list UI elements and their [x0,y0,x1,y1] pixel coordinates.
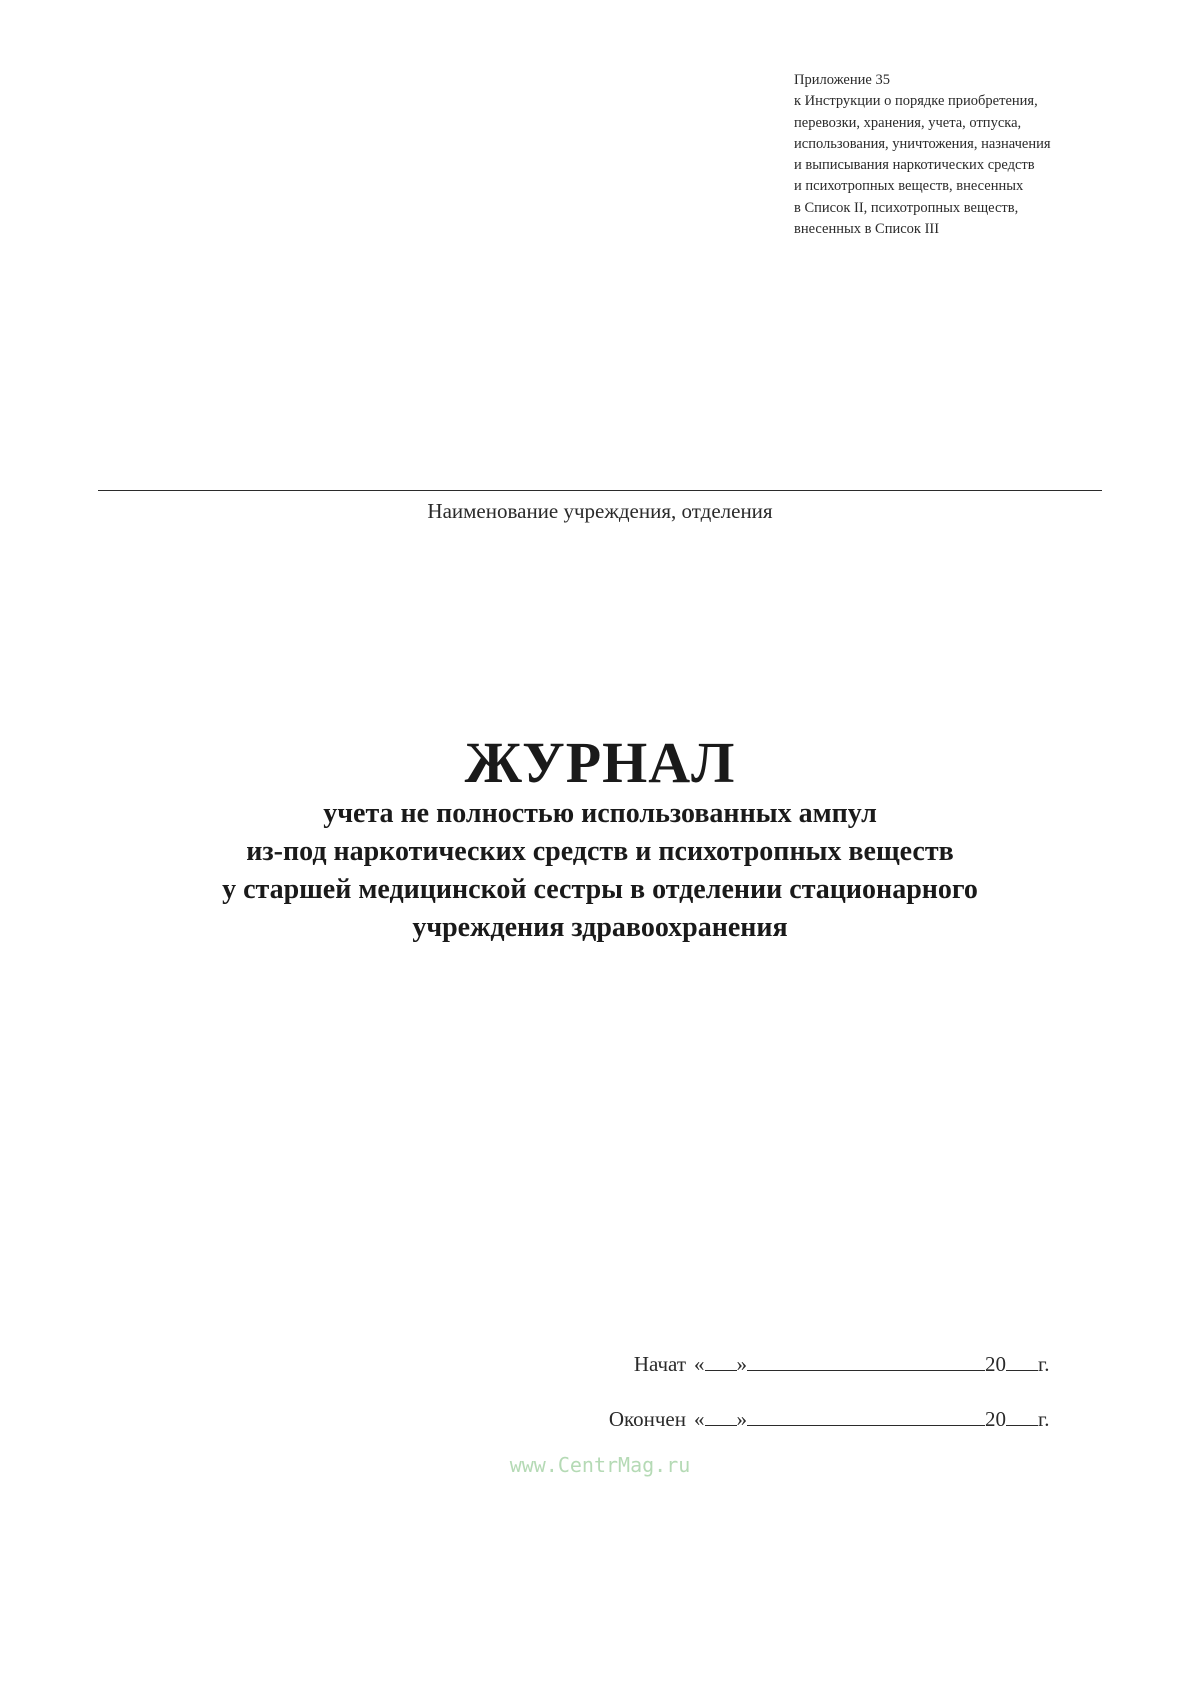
journal-subtitle [0,795,1200,947]
started-label: Начат [633,1352,686,1376]
started-day-blank[interactable] [705,1350,737,1371]
site-watermark: www.CentrMag.ru [509,1453,691,1477]
started-year-blank[interactable] [1006,1350,1038,1371]
ended-date-row [590,1405,1090,1432]
appendix-line: и выписывания наркотических средств [794,157,1035,174]
subtitle-line: у старшей медицинской сестры в отделении стационарного [222,874,978,905]
ended-label: Окончен [608,1407,686,1431]
subtitle-line: учреждения здравоохранения [412,912,788,943]
ended-year-blank[interactable] [1006,1405,1038,1426]
institution-name-line [98,490,1102,491]
ended-month-blank[interactable] [747,1405,985,1426]
journal-title: ЖУРНАЛ [464,730,736,795]
open-quote: « [694,1407,705,1431]
appendix-note [794,70,1134,240]
appendix-line: Приложение 35 [794,72,890,88]
subtitle-line: из-под наркотических средств и психотропных веществ [246,836,954,867]
open-quote: « [694,1352,705,1376]
close-quote: » [736,1352,747,1376]
year-suffix: г. [1038,1407,1050,1431]
close-quote: » [736,1407,747,1431]
institution-caption: Наименование учреждения, отделения [427,499,773,523]
ended-day-blank[interactable] [705,1405,737,1426]
appendix-line: к Инструкции о порядке приобретения, [794,93,1038,110]
appendix-line: использования, уничтожения, назначения [794,135,1051,152]
started-month-blank[interactable] [747,1350,985,1371]
appendix-line: и психотропных веществ, внесенных [794,178,1024,195]
subtitle-line: учета не полностью использованных ампул [323,798,877,829]
appendix-line: внесенных в Список III [794,221,940,238]
appendix-line: перевозки, хранения, учета, отпуска, [794,114,1022,131]
year-suffix: г. [1038,1352,1050,1376]
appendix-line: в Список II, психотропных веществ, [794,199,1019,216]
year-prefix: 20 [985,1407,1006,1431]
year-prefix: 20 [985,1352,1006,1376]
started-date-row [590,1350,1090,1377]
